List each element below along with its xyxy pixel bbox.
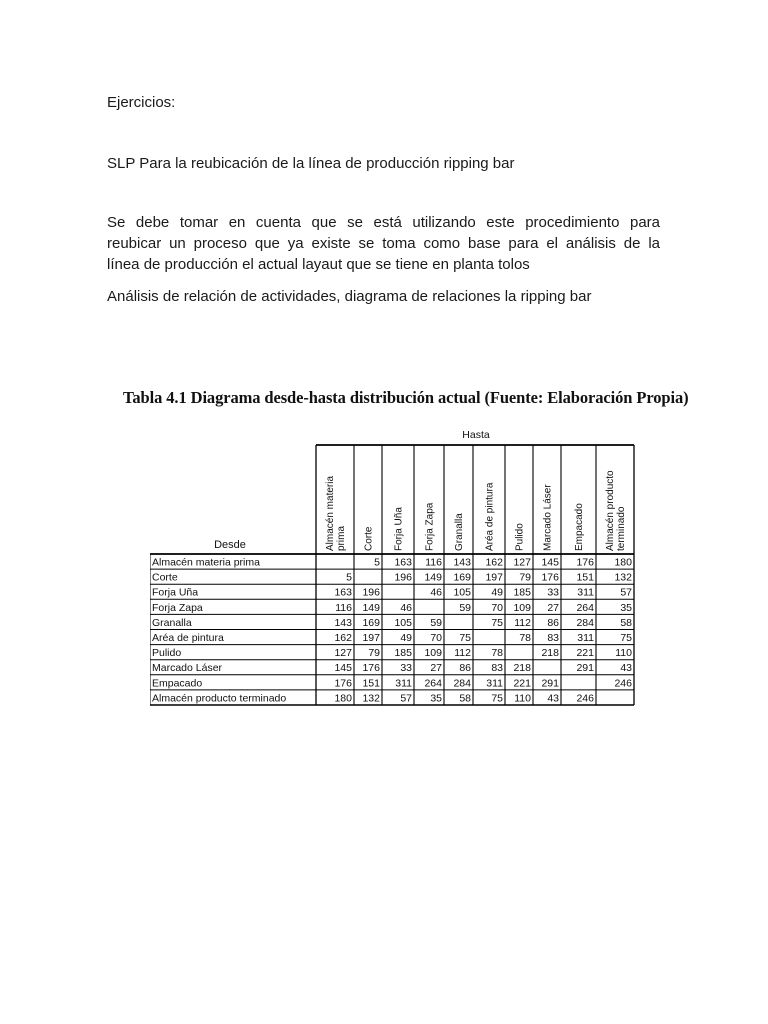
table-cell: 109 bbox=[513, 601, 531, 614]
table-cell: 218 bbox=[541, 647, 559, 660]
row-label: Forja Zapa bbox=[152, 601, 203, 614]
table-cell: 169 bbox=[362, 616, 380, 629]
paragraph-line: reubicar un proceso que ya existe se toma como base para el análisis de la bbox=[107, 235, 660, 252]
table-cell: 70 bbox=[430, 632, 442, 644]
table-cell: 264 bbox=[576, 601, 594, 614]
table-cell: 185 bbox=[394, 647, 412, 660]
hasta-label: Hasta bbox=[462, 429, 490, 441]
table-cell: 151 bbox=[362, 677, 380, 690]
table-cell: 105 bbox=[394, 616, 412, 629]
from-to-table-graphic bbox=[150, 428, 636, 713]
table-cell: 33 bbox=[547, 586, 559, 599]
table-cell: 145 bbox=[541, 556, 559, 569]
paragraph-line: Se debe tomar en cuenta que se está utilizando este procedimiento para bbox=[107, 214, 660, 231]
column-header: terminado bbox=[616, 506, 627, 551]
table-cell: 218 bbox=[513, 662, 531, 675]
table-cell: 83 bbox=[547, 632, 559, 644]
table-cell: 185 bbox=[513, 586, 531, 599]
table-cell: 149 bbox=[424, 571, 442, 584]
table-cell: 59 bbox=[459, 601, 471, 614]
from-to-table bbox=[150, 428, 636, 713]
column-header: Empacado bbox=[574, 503, 585, 551]
table-cell: 83 bbox=[491, 662, 503, 675]
column-header: Granalla bbox=[454, 513, 465, 551]
table-cell: 75 bbox=[491, 616, 503, 629]
table-cell: 46 bbox=[400, 601, 412, 614]
table-cell: 35 bbox=[620, 601, 632, 614]
table-cell: 162 bbox=[485, 556, 503, 569]
table-cell: 5 bbox=[346, 571, 352, 584]
exercise-heading: Ejercicios: bbox=[107, 94, 176, 111]
row-label: Almacén materia prima bbox=[152, 556, 260, 569]
table-cell: 264 bbox=[424, 677, 442, 690]
table-cell: 27 bbox=[547, 601, 559, 614]
table-cell: 49 bbox=[491, 586, 503, 599]
desde-label: Desde bbox=[214, 539, 246, 551]
table-cell: 127 bbox=[513, 556, 531, 569]
table-cell: 58 bbox=[620, 616, 632, 629]
table-cell: 246 bbox=[576, 692, 594, 705]
table-cell: 5 bbox=[374, 556, 380, 569]
table-cell: 86 bbox=[459, 662, 471, 675]
table-cell: 163 bbox=[394, 556, 412, 569]
table-cell: 112 bbox=[454, 647, 471, 660]
table-cell: 197 bbox=[485, 571, 503, 584]
row-label: Forja Uña bbox=[152, 586, 199, 599]
table-cell: 110 bbox=[615, 647, 632, 660]
table-cell: 311 bbox=[486, 677, 503, 690]
table-cell: 109 bbox=[424, 647, 442, 660]
table-cell: 143 bbox=[453, 556, 471, 569]
table-cell: 105 bbox=[453, 586, 471, 599]
table-cell: 221 bbox=[513, 677, 531, 690]
table-cell: 163 bbox=[334, 586, 352, 599]
table-cell: 180 bbox=[614, 556, 632, 569]
table-cell: 35 bbox=[430, 692, 442, 705]
row-label: Pulido bbox=[152, 647, 182, 660]
row-label: Granalla bbox=[152, 616, 192, 629]
table-cell: 162 bbox=[334, 632, 352, 644]
table-cell: 221 bbox=[576, 647, 594, 660]
paragraph-line: línea de producción el actual layaut que se tiene en planta tolos bbox=[107, 256, 530, 273]
column-header: Almacén producto bbox=[605, 470, 616, 551]
column-header: Forja Uña bbox=[393, 507, 405, 551]
table-cell: 59 bbox=[430, 616, 442, 629]
table-cell: 311 bbox=[577, 632, 594, 644]
table-cell: 75 bbox=[459, 632, 471, 644]
table-cell: 196 bbox=[362, 586, 380, 599]
table-cell: 58 bbox=[459, 692, 471, 705]
table-cell: 196 bbox=[394, 571, 412, 584]
table-cell: 27 bbox=[430, 662, 442, 675]
table-cell: 112 bbox=[514, 616, 531, 629]
table-caption: Tabla 4.1 Diagrama desde-hasta distribución actual (Fuente: Elaboración Propia) bbox=[123, 388, 689, 407]
table-cell: 43 bbox=[620, 662, 632, 675]
table-cell: 176 bbox=[541, 571, 559, 584]
row-label: Aréa de pintura bbox=[152, 632, 224, 644]
table-cell: 197 bbox=[362, 632, 380, 644]
column-header: Aréa de pintura bbox=[484, 482, 496, 551]
table-cell: 291 bbox=[541, 677, 559, 690]
table-cell: 143 bbox=[334, 616, 352, 629]
table-cell: 70 bbox=[491, 601, 503, 614]
table-cell: 116 bbox=[425, 556, 442, 569]
row-label: Almacén producto terminado bbox=[152, 692, 287, 705]
table-cell: 149 bbox=[362, 601, 380, 614]
column-header: Almacén materia bbox=[325, 475, 336, 551]
table-cell: 33 bbox=[400, 662, 412, 675]
exercise-subtitle: SLP Para la reubicación de la línea de producción ripping bar bbox=[107, 155, 515, 172]
table-cell: 291 bbox=[576, 662, 594, 675]
table-cell: 78 bbox=[519, 632, 531, 644]
table-cell: 246 bbox=[614, 677, 632, 690]
table-cell: 169 bbox=[453, 571, 471, 584]
table-cell: 79 bbox=[519, 571, 531, 584]
column-header: Pulido bbox=[514, 523, 526, 551]
column-header: Corte bbox=[363, 526, 375, 551]
column-header: Marcado Láser bbox=[542, 484, 554, 551]
table-cell: 49 bbox=[400, 632, 412, 644]
row-label: Corte bbox=[152, 571, 178, 584]
table-cell: 176 bbox=[334, 677, 352, 690]
table-cell: 86 bbox=[547, 616, 559, 629]
row-label: Marcado Láser bbox=[152, 662, 223, 675]
column-header: Forja Zapa bbox=[424, 502, 436, 551]
row-label: Empacado bbox=[152, 677, 203, 690]
table-cell: 78 bbox=[491, 647, 503, 660]
table-cell: 57 bbox=[620, 586, 632, 599]
table-cell: 284 bbox=[453, 677, 471, 690]
table-cell: 311 bbox=[395, 677, 412, 690]
table-cell: 176 bbox=[362, 662, 380, 675]
table-cell: 46 bbox=[430, 586, 442, 599]
table-cell: 79 bbox=[368, 647, 380, 660]
table-cell: 75 bbox=[620, 632, 632, 644]
table-cell: 110 bbox=[514, 692, 531, 705]
table-cell: 127 bbox=[334, 647, 352, 660]
table-cell: 145 bbox=[334, 662, 352, 675]
table-cell: 43 bbox=[547, 692, 559, 705]
table-cell: 132 bbox=[362, 692, 380, 705]
table-cell: 116 bbox=[335, 601, 352, 614]
table-cell: 284 bbox=[576, 616, 594, 629]
analysis-paragraph: Análisis de relación de actividades, diagrama de relaciones la ripping bar bbox=[107, 288, 592, 305]
table-cell: 180 bbox=[334, 692, 352, 705]
table-cell: 176 bbox=[576, 556, 594, 569]
table-cell: 57 bbox=[400, 692, 412, 705]
column-header: prima bbox=[336, 525, 347, 551]
table-cell: 151 bbox=[576, 571, 594, 584]
table-cell: 75 bbox=[491, 692, 503, 705]
table-cell: 132 bbox=[614, 571, 632, 584]
description-paragraph bbox=[107, 212, 660, 275]
table-cell: 311 bbox=[577, 586, 594, 599]
